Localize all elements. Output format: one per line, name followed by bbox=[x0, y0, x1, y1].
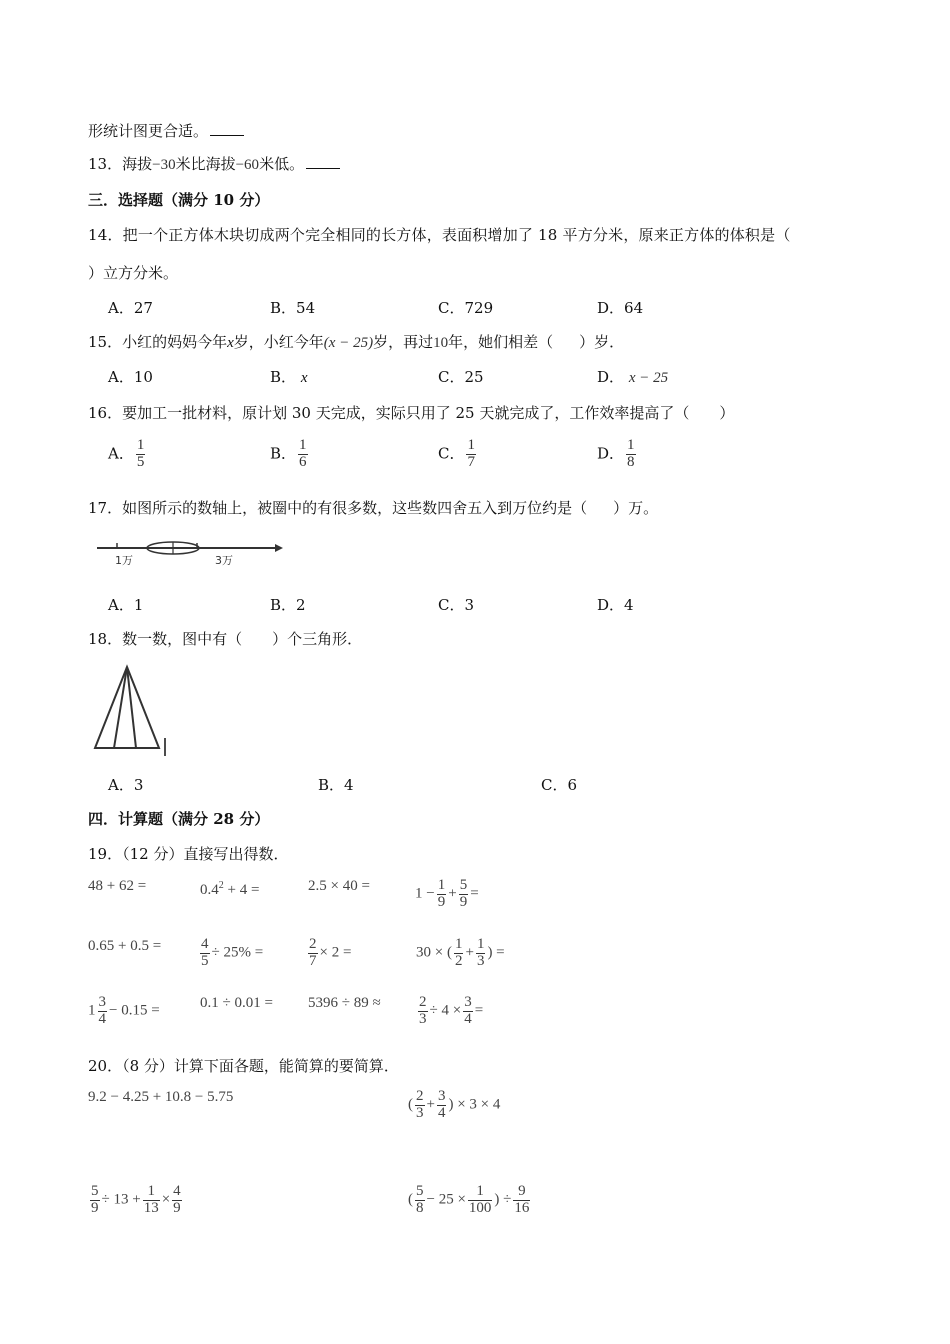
question-17: 17．如图所示的数轴上，被圈中的有很多数，这些数四舍五入到万位约是（ ）万。 bbox=[88, 499, 659, 517]
fraction: $\frac{1}{5}$ bbox=[136, 437, 145, 470]
q16-option-a[interactable]: A． $\frac{1}{5}$ bbox=[108, 437, 145, 470]
answer-blank[interactable] bbox=[210, 123, 244, 136]
calc-item: 0.1 ÷ 0.01 = bbox=[200, 995, 273, 1011]
fraction: $\frac{1}{8}$ bbox=[627, 437, 635, 470]
calc-item: $0.4^2 + 4$ = bbox=[200, 880, 260, 898]
fraction: $\frac{1}{6}$ bbox=[299, 437, 307, 470]
section-3-heading: 三．选择题（满分 10 分） bbox=[88, 191, 270, 209]
q14-option-b[interactable]: B．54 bbox=[270, 299, 316, 317]
q15-option-c[interactable]: C．25 bbox=[438, 368, 484, 386]
question-13: 13．海拔−30米比海拔−60米低。 bbox=[88, 153, 340, 174]
section-4-heading: 四．计算题（满分 28 分） bbox=[88, 810, 270, 828]
calc-item: 0.65 + 0.5 = bbox=[88, 938, 162, 954]
q18-option-a[interactable]: A．3 bbox=[108, 776, 144, 794]
q15-option-a[interactable]: A．10 bbox=[108, 368, 153, 386]
answer-blank[interactable] bbox=[306, 156, 340, 169]
question-14-line2: ）立方分米。 bbox=[88, 264, 179, 282]
fraction: $\frac{1}{7}$ bbox=[467, 437, 475, 470]
question-15: 15．小红的妈妈今年x岁，小红今年(x − 25)岁，再过10年，她们相差（ ）岁． bbox=[88, 333, 625, 351]
calc-item: $\frac{4}{5}$ ÷ 25% = bbox=[201, 936, 264, 969]
q17-option-d[interactable]: D．4 bbox=[597, 596, 634, 614]
q14-option-a[interactable]: A．27 bbox=[108, 299, 153, 317]
calc-item: 30 × ( $\frac{1}{2}$ + $\frac{1}{3}$ ) = bbox=[416, 936, 505, 969]
calc-item: $\frac{2}{3}$ ÷ 4 × $\frac{3}{4}$ = bbox=[419, 994, 484, 1027]
calc-item: 5396 ÷ 89 ≈ bbox=[308, 995, 381, 1011]
q16-option-c[interactable]: C． $\frac{1}{7}$ bbox=[438, 437, 475, 470]
q15-option-d[interactable]: D． x − 25 bbox=[597, 368, 669, 386]
calc-item: 48 + 62 = bbox=[88, 878, 147, 894]
question-18: 18．数一数，图中有（ ）个三角形． bbox=[88, 630, 363, 648]
q18-option-c[interactable]: C．6 bbox=[541, 776, 578, 794]
axis-label-right: 3万 bbox=[215, 554, 233, 567]
question-16: 16．要加工一批材料，原计划 30 天完成，实际只用了 25 天就完成了，工作效率提高了（ ） bbox=[88, 404, 735, 422]
q14-option-d[interactable]: D．64 bbox=[597, 299, 644, 317]
calc-expression: ( $\frac{2}{3}$ + $\frac{3}{4}$ ) × 3 × 4 bbox=[408, 1088, 501, 1121]
calc-item: 1 $\frac{3}{4}$ − 0.15 = bbox=[88, 994, 160, 1027]
q17-option-c[interactable]: C．3 bbox=[438, 596, 475, 614]
calc-expression: 9.2 − 4.25 + 10.8 − 5.75 bbox=[88, 1089, 234, 1105]
q15-option-b[interactable]: B． x bbox=[270, 368, 308, 386]
q16-option-b[interactable]: B． $\frac{1}{6}$ bbox=[270, 437, 307, 470]
question-14-line1: 14．把一个正方体木块切成两个完全相同的长方体，表面积增加了 18 平方分米，原来正方体的体积是（ bbox=[88, 226, 791, 244]
q12-tail: 形统计图更合适。 bbox=[88, 120, 244, 141]
q16-option-d[interactable]: D． $\frac{1}{8}$ bbox=[597, 437, 635, 470]
calc-expression: $\frac{5}{9}$ ÷ 13 + $\frac{1}{13}$ × $\frac{4}{9}$ bbox=[91, 1183, 181, 1216]
q14-option-c[interactable]: C．729 bbox=[438, 299, 494, 317]
q17-option-a[interactable]: A．1 bbox=[108, 596, 144, 614]
calc-item: $\frac{2}{7}$ × 2 = bbox=[309, 936, 352, 969]
calc-expression: ( $\frac{5}{8}$ − 25 × $\frac{1}{100}$ ) ÷ $\frac{9}{16}$ bbox=[408, 1183, 530, 1216]
question-20-title: 20．（8 分）计算下面各题，能简算的要简算． bbox=[88, 1057, 399, 1075]
q17-option-b[interactable]: B．2 bbox=[270, 596, 306, 614]
calc-item: 2.5 × 40 = bbox=[308, 878, 370, 894]
calc-item: 1 − $\frac{1}{9}$ + $\frac{5}{9}$ = bbox=[415, 877, 479, 910]
triangle-figure bbox=[92, 664, 172, 758]
question-19-title: 19．（12 分）直接写出得数． bbox=[88, 845, 289, 863]
number-line-figure bbox=[95, 536, 285, 570]
q18-option-b[interactable]: B．4 bbox=[318, 776, 354, 794]
axis-label-left: 1万 bbox=[115, 554, 133, 567]
